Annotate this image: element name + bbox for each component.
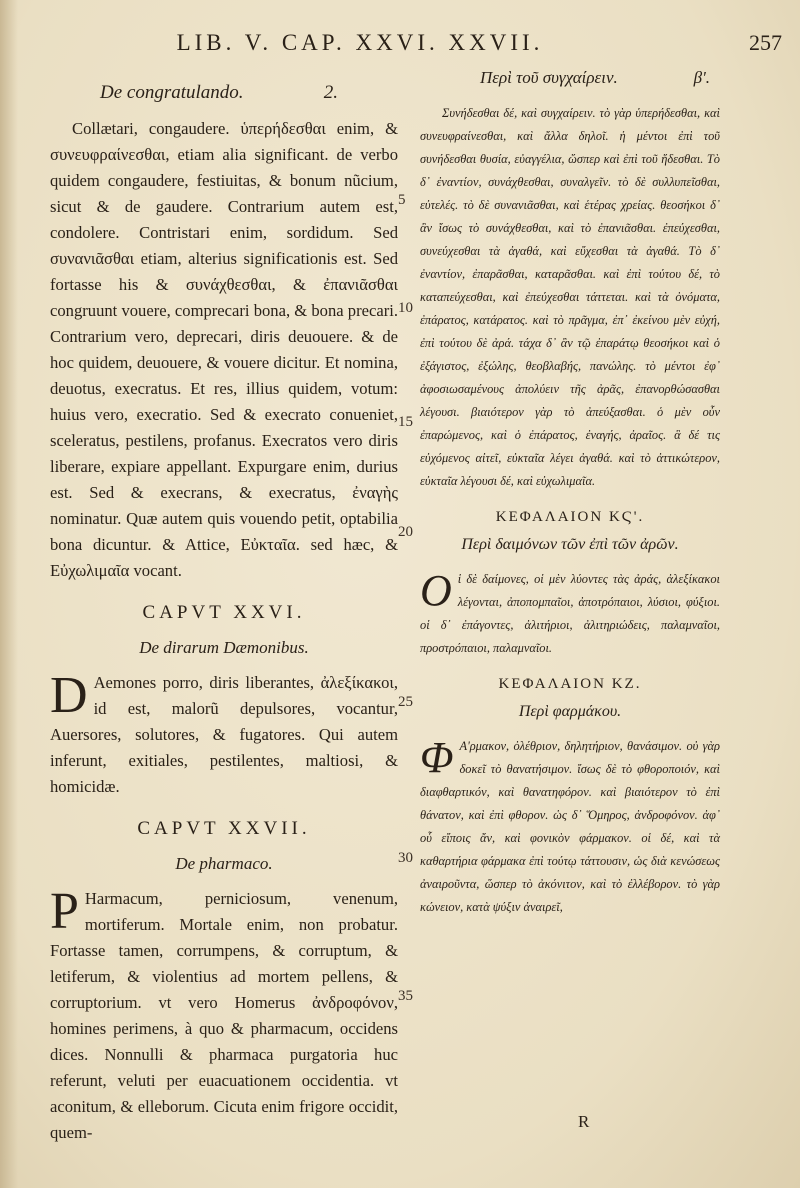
- line-number-25: 25: [398, 694, 413, 710]
- line-number-30: 30: [398, 850, 413, 866]
- line-number-5: 5: [398, 192, 406, 208]
- line-number-20: 20: [398, 524, 413, 540]
- running-head: LIB. V. CAP. XXVI. XXVII.: [176, 30, 544, 55]
- drop-cap-phi: Φ: [420, 733, 454, 782]
- latin-paragraph-daemones-text: Aemones porro, diris liberantes, ἀλεξίκακοι, id est, malorũ depulsores, vocantur, Auersores, solutores, & fugatores. Qui autem inferunt, exitiales, pestilentes, maltiosi, & homicidæ.: [50, 673, 398, 796]
- latin-paragraph-pharmaco-text: Harmacum, perniciosum, venenum, mortiferum. Mortale enim, non probatur. Fortasse tamen, corrumpens, & corruptum, & letiferum, & violentius ad mortem pellens, & corruptorium. vt vero Homerus ἀνδροφόνον, homines perimens, à quo & pharmacum, occidens dices. Nonnulli & pharmaca purgatoria huc referunt, veluti per euacuationem occidentia. vt aconitum, & elleborum. Cicuta enim frigore occidit, quem-: [50, 889, 398, 1142]
- latin-paragraph-pharmaco: [50, 883, 398, 1146]
- greek-paragraph-daimones: [420, 568, 720, 660]
- latin-chapter-subtitle-27: De pharmaco.: [175, 854, 273, 873]
- greek-chapter-subtitle-27: Περὶ φαρμάκου.: [518, 703, 622, 720]
- greek-paragraph-synchairein: Συνήδεσθαι δέ, καὶ συγχαίρειν. τὸ γὰρ ὑπερήδεσθαι, καὶ συνευφραίνεσθαι, καὶ ἄλλα δηλοῖ. ἡ μέντοι ἐπὶ τοῦ συνήδεσθαι θυσία, εὐαγγέλια, ὥσπερ καὶ ἐπὶ τοῦ ἥδεσθαι. Τὸ δ᾽ ἐναντίον, συνάχθεσθαι, συναλγεῖν. τὸ δὲ συλλυπεῖσθαι, εὐτελές. τὸ δὲ συνανιᾶσθαι, καὶ ἑτέρας χρείας. θεοσήκοι δ᾽ ἂν ἴσως τὸ συνάχθεσθαι, καὶ τὸ ἐπανιᾶσθαι. ἐπεύχεσθαι, συνεύχεσθαι τὰ ἀγαθά, καὶ εὔχεσθαι τὰ ἀγαθά. Τὸ δ᾽ ἐναντίον, ἐπαρᾶσθαι, καταρᾶσθαι. καὶ ἐπὶ τούτου δέ, τὸ καταπεύχεσθαι, καὶ ἐπεύχεσθαι τάττεται. καὶ τὰ ὀνόματα, ἐπάρατος, κατάρατος. καὶ τὸ πρᾶγμα, ἐπ᾽ ἐκείνου μὲν εὐχή, ἐπὶ τούτου δὲ ἀρά. τάχα δ᾽ ἂν τῷ ἐπαράτῳ θεοσήκοι καὶ ὁ ἐξάγιστος, ἐξώλης, θεοβλαβής, πανώλης. τὸ μέντοι ἐφ᾽ ἀφοσιωσαμένους ἀπολύειν τῆς ἀρᾶς, ἐπανορθώσασθαι λέγουσι. βιαιότερον γὰρ τὸ ἀπεύξασθαι. ὁ μὲν οὖν ἐπαρώμενος, καὶ ὁ ἐπάρατος, ἐναγής, ἀραῖος. ἃ δέ τις εὐχόμενος αἰτεῖ, εὐκταῖα λέγει ἀγαθά. καὶ τὸ ἀττικώτερον, εὐκταῖα λέγουσι δέ, καὶ εὐχωλιμαῖα.: [420, 106, 720, 488]
- greek-column: [420, 68, 720, 919]
- greek-paragraph-pharmakou-text: Α'ρμακον, ὀλέθριον, δηλητήριον, θανάσιμον. οὐ γὰρ δοκεῖ τὸ θανατήσιμον. ἴσως δὲ τὸ φθοροποιόν, καὶ διαφθαρτικόν, καὶ θανατηφόρον. καὶ βιαιότερον τὸ ἐπὶ θάνατον, καὶ ἐπὶ φθορον. ὡς δ᾽ Ὅμηρος, ἀνδροφόνον. ἀφ᾽ οὗ εἴποις ἄν, καὶ φονικὸν φάρμακον. οἱ δέ, καὶ τὰ καθαρτήρια φάρμακα ἐπὶ τούτῳ τάττουσιν, ὡς διὰ κενώσεως ἀναιροῦντα, ὥσπερ τὸ ἀκόνιτον, καὶ τὸ ἐλλέβορον. τὸ γὰρ κώνειον, κατὰ ψύξιν ἀναιρεῖ,: [420, 739, 720, 914]
- page-edge-shadow: [0, 0, 18, 1188]
- latin-paragraph-daemones: [50, 667, 398, 800]
- drop-cap-p: P: [50, 883, 79, 940]
- greek-section-heading: [420, 68, 720, 88]
- latin-paragraph-congratulando: Collætari, congaudere. ὑπερήδεσθαι enim, & συνευφραίνεσθαι, etiam alia significant. de verbo quidem congaudere, festiuitas, & bonum nũcium, sicut & de gaudere. Contrarium autem est, condolere. Contristari enim, sordidum. Sed συνανιᾶσθαι etiam, alterius significationis est. Sed fortasse his & συνάχθεσθαι, & ἐπανιᾶσθαι congruunt vouere, comprecari bona, & bona precari. Contrarium vero, deprecari, diris deuouere. & de hoc quidem, deuouere, & vouere dicitur. Et nomina, deuotus, execratus. Et res, illius quidem, votum: huius vero, execratio. Sed & execrato conueniet, sceleratus, pestilens, profanus. Execratos vero diris liberare, expiare appellant. Expurgare enim, durius est. Sed & execrans, & execratus, ἐναγὴς nominatur. Quæ autem quis vouendo petit, optabilia bona dicuntur. & Attice, Εὐκταῖα. sed hæc, & Εὐχωλιμαῖα vocant.: [50, 119, 398, 580]
- line-number-10: 10: [398, 300, 413, 316]
- greek-paragraph-daimones-text: ἱ δὲ δαίμονες, οἱ μὲν λύοντες τὰς ἀράς, ἀλεξίκακοι λέγονται, ἀποπομπαῖοι, ἀποτρόπαιοι, λύσιοι, φύξιοι. οἱ δ᾽ ἐπάγοντες, ἀλιτήριοι, ἀλιτηριώδεις, παλαμναῖοι, προστρόπαιοι, παλαμναῖοι.: [420, 572, 720, 655]
- latin-chapter-heading-26: CAPVT XXVI.: [142, 602, 306, 623]
- latin-column: [50, 82, 398, 1146]
- latin-section-number: 2.: [323, 82, 338, 103]
- signature-mark: R: [578, 1112, 590, 1131]
- greek-chapter-heading-27: ΚΕΦΑΛΑΙΟΝ ΚΖ.: [498, 676, 642, 692]
- latin-section-title: De congratulando.: [100, 82, 244, 103]
- greek-section-number: β'.: [693, 68, 710, 87]
- greek-chapter-heading-26: ΚΕΦΑΛΑΙΟΝ ΚϚ'.: [495, 509, 645, 525]
- line-number-35: 35: [398, 988, 413, 1004]
- greek-chapter-subtitle-26: Περὶ δαιμόνων τῶν ἐπὶ τῶν ἀρῶν.: [461, 536, 679, 553]
- line-number-15: 15: [398, 414, 413, 430]
- greek-section-title: Περὶ τοῦ συγχαίρειν.: [480, 68, 618, 87]
- latin-chapter-heading-27: CAPVT XXVII.: [137, 818, 311, 839]
- page-number: 257: [749, 30, 782, 55]
- latin-chapter-subtitle-26: De dirarum Dæmonibus.: [139, 638, 309, 657]
- drop-cap-omicron: O: [420, 566, 452, 615]
- drop-cap-d: D: [50, 667, 88, 724]
- latin-section-heading: [50, 82, 398, 104]
- greek-paragraph-pharmakou: [420, 735, 720, 919]
